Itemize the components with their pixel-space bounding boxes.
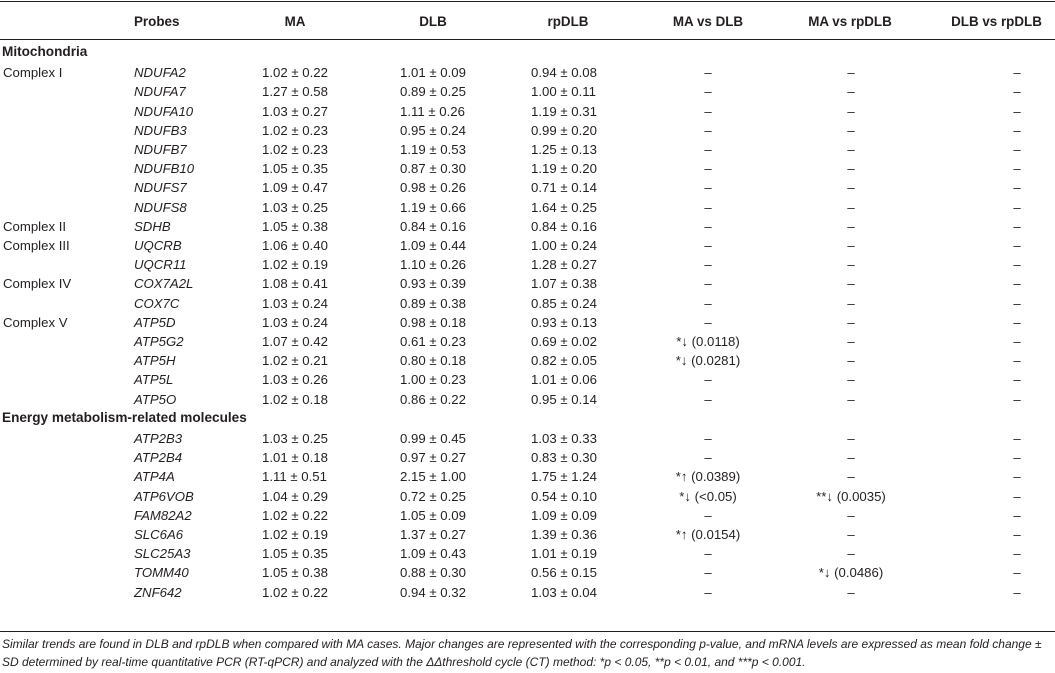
probe-name: ATP4A [134,469,175,485]
ma-value: 1.03 ± 0.26 [262,372,328,388]
dlb-value: 0.93 ± 0.39 [400,276,466,292]
section-title: Mitochondria [2,44,88,59]
rpdlb-value: 0.71 ± 0.14 [531,180,597,196]
dlb-vs-rpdlb-value: – [1013,431,1021,446]
probe-name: SLC6A6 [134,527,184,542]
ma-vs-rpdlb-value: – [847,372,855,388]
rpdlb-value: 1.00 ± 0.11 [531,84,596,100]
dlb-value: 0.98 ± 0.26 [400,180,466,196]
ma-value: 1.03 ± 0.25 [262,199,328,215]
dlb-value: 1.11 ± 0.26 [400,103,465,119]
dlb-vs-rpdlb-value: – [1013,353,1021,369]
dlb-vs-rpdlb-value: – [1013,546,1021,562]
probe-name: ATP5D [134,314,176,330]
ma-vs-dlb-value: – [704,180,712,196]
ma-vs-rpdlb-value: – [847,65,855,81]
ma-vs-rpdlb-value: – [847,334,855,349]
ma-value: 1.02 ± 0.22 [262,507,328,523]
table-row [0,332,1055,351]
ma-vs-dlb-value: – [704,450,712,466]
ma-value: 1.02 ± 0.18 [262,391,328,407]
ma-vs-rpdlb-value: – [847,276,855,292]
ma-vs-rpdlb-value: – [847,257,855,273]
ma-vs-dlb-value: – [704,431,712,446]
ma-vs-dlb-value: – [704,546,712,562]
ma-vs-dlb-value: *↑ (0.0154) [675,527,741,542]
group-label: Complex III [3,238,70,253]
rpdlb-value: 0.54 ± 0.10 [531,488,597,504]
ma-vs-dlb-value: – [704,314,712,330]
dlb-value: 0.80 ± 0.18 [400,353,466,369]
dlb-value: 1.00 ± 0.23 [400,372,466,388]
probe-name: ATP2B3 [134,431,183,446]
ma-vs-rpdlb-value: – [847,391,855,407]
header-dlb: DLB [419,14,447,29]
table-row [0,274,1055,293]
ma-vs-rpdlb-value: **↓ (0.0035) [816,488,886,504]
ma-vs-rpdlb-value: – [847,469,855,485]
dlb-vs-rpdlb-value: – [1013,161,1021,177]
table-row [0,217,1055,236]
rpdlb-value: 1.03 ± 0.04 [531,584,597,600]
rpdlb-value: 1.75 ± 1.24 [531,469,597,485]
dlb-value: 1.10 ± 0.26 [400,257,466,273]
table-row [0,448,1055,467]
ma-vs-dlb-value: – [704,122,712,138]
dlb-value: 2.15 ± 1.00 [400,469,466,485]
ma-value: 1.03 ± 0.27 [262,103,328,119]
dlb-value: 0.84 ± 0.16 [400,218,466,234]
probe-name: NDUFA7 [134,84,186,100]
section-title: Energy metabolism-related molecules [2,409,247,425]
ma-vs-rpdlb-value: – [847,527,855,542]
dlb-value: 0.72 ± 0.25 [400,488,466,504]
probe-name: SLC25A3 [134,546,191,562]
table-row [0,351,1055,370]
ma-vs-rpdlb-value: – [847,84,855,100]
ma-value: 1.03 ± 0.24 [262,295,328,311]
ma-vs-dlb-value: *↓ (<0.05) [679,488,737,504]
ma-value: 1.11 ± 0.51 [262,469,327,485]
table-row [0,370,1055,389]
header-probes: Probes [134,14,180,29]
ma-vs-rpdlb-value: – [847,199,855,215]
probe-name: TOMM40 [134,565,189,581]
table-row [0,583,1055,602]
ma-vs-rpdlb-value: – [847,161,855,177]
dlb-value: 0.89 ± 0.38 [400,295,466,311]
dlb-vs-rpdlb-value: – [1013,103,1021,119]
ma-vs-rpdlb-value: – [847,353,855,369]
table-row [0,487,1055,506]
ma-vs-dlb-value: – [704,142,712,157]
rpdlb-value: 1.03 ± 0.33 [531,431,597,446]
rpdlb-value: 0.99 ± 0.20 [531,122,597,138]
ma-value: 1.27 ± 0.58 [262,84,328,100]
probe-name: NDUFB7 [134,142,187,157]
ma-value: 1.02 ± 0.23 [262,122,328,138]
dlb-vs-rpdlb-value: – [1013,84,1021,100]
ma-value: 1.02 ± 0.23 [262,142,328,157]
probe-name: UQCRB [134,238,182,253]
dlb-value: 1.09 ± 0.43 [400,546,466,562]
ma-value: 1.05 ± 0.38 [262,565,328,581]
dlb-value: 1.09 ± 0.44 [400,238,466,253]
probe-name: NDUFB3 [134,122,187,138]
rpdlb-value: 1.19 ± 0.20 [531,161,597,177]
dlb-vs-rpdlb-value: – [1013,391,1021,407]
ma-vs-dlb-value: – [704,84,712,100]
header-ma-vs-dlb: MA vs DLB [672,14,744,29]
rpdlb-value: 0.93 ± 0.13 [531,314,597,330]
dlb-value: 0.88 ± 0.30 [400,565,466,581]
table-row [0,255,1055,274]
probe-name: ATP5H [134,353,176,369]
ma-value: 1.05 ± 0.38 [262,218,328,234]
ma-value: 1.07 ± 0.42 [262,334,328,349]
ma-vs-rpdlb-value: – [847,295,855,311]
table-row [0,525,1055,544]
table-row [0,82,1055,101]
ma-vs-rpdlb-value: – [847,314,855,330]
ma-value: 1.06 ± 0.40 [262,238,328,253]
dlb-value: 0.95 ± 0.24 [400,122,466,138]
table-footnote: Similar trends are found in DLB and rpDLB when compared with MA cases. Major changes are represented with the corresponding p-value, and mRNA levels are expressed as mean fold change ± SD determined by real-time quantitative PCR (RT-qPCR) and analyzed with the ΔΔthreshold cycle (CT) method: *p < 0.05, **p < 0.01, and ***p < 0.001. [2,637,1042,669]
dlb-vs-rpdlb-value: – [1013,142,1021,157]
dlb-vs-rpdlb-value: – [1013,507,1021,523]
ma-vs-dlb-value: *↑ (0.0389) [675,469,741,485]
group-label: Complex II [3,218,67,234]
dlb-value: 0.87 ± 0.30 [400,161,466,177]
ma-vs-dlb-value: – [704,372,712,388]
probe-name: NDUFA10 [134,103,194,119]
dlb-vs-rpdlb-value: – [1013,372,1021,388]
dlb-value: 1.05 ± 0.09 [400,507,466,523]
probe-name: ZNF642 [134,584,182,600]
dlb-vs-rpdlb-value: – [1013,238,1021,253]
ma-vs-dlb-value: – [704,161,712,177]
probe-name: NDUFS7 [134,180,187,196]
rpdlb-value: 0.94 ± 0.08 [531,65,597,81]
ma-value: 1.03 ± 0.25 [262,431,328,446]
table-row [0,294,1055,313]
ma-value: 1.05 ± 0.35 [262,161,328,177]
table-row [0,159,1055,178]
ma-value: 1.09 ± 0.47 [262,180,328,196]
table-row [0,313,1055,332]
ma-value: 1.02 ± 0.21 [262,353,328,369]
probe-name: FAM82A2 [134,507,192,523]
rpdlb-value: 1.01 ± 0.19 [531,546,597,562]
header-rule [0,39,1055,40]
rpdlb-value: 1.01 ± 0.06 [531,372,597,388]
dlb-value: 0.61 ± 0.23 [400,334,466,349]
rpdlb-value: 1.39 ± 0.36 [531,527,597,542]
ma-vs-rpdlb-value: – [847,584,855,600]
group-label: Complex V [3,314,68,330]
ma-vs-dlb-value: – [704,103,712,119]
ma-vs-rpdlb-value: – [847,218,855,234]
ma-value: 1.05 ± 0.35 [262,546,328,562]
probe-name: COX7A2L [134,276,194,292]
rpdlb-value: 0.69 ± 0.02 [531,334,597,349]
rpdlb-value: 0.56 ± 0.15 [531,565,597,581]
rpdlb-value: 0.95 ± 0.14 [531,391,597,407]
dlb-value: 1.19 ± 0.66 [400,199,466,215]
ma-vs-dlb-value: – [704,199,712,215]
rpdlb-value: 1.64 ± 0.25 [531,199,597,215]
rpdlb-value: 0.85 ± 0.24 [531,295,597,311]
dlb-value: 1.19 ± 0.53 [400,142,466,157]
probe-name: ATP5G2 [134,334,184,349]
ma-vs-rpdlb-value: – [847,450,855,466]
rpdlb-value: 1.07 ± 0.38 [531,276,597,292]
ma-vs-rpdlb-value: – [847,180,855,196]
ma-value: 1.02 ± 0.22 [262,65,328,81]
probe-name: NDUFS8 [134,199,187,215]
table-row [0,140,1055,159]
table-header-row [0,12,1055,31]
table-bottom-rule [0,631,1055,632]
table-row [0,506,1055,525]
dlb-vs-rpdlb-value: – [1013,122,1021,138]
dlb-vs-rpdlb-value: – [1013,584,1021,600]
ma-value: 1.03 ± 0.24 [262,314,328,330]
ma-vs-dlb-value: – [704,295,712,311]
probe-name: SDHB [134,218,171,234]
header-ma-vs-rpdlb: MA vs rpDLB [808,14,892,29]
probe-name: ATP5O [134,391,177,407]
ma-value: 1.02 ± 0.19 [262,527,328,542]
ma-value: 1.02 ± 0.19 [262,257,328,273]
ma-vs-dlb-value: – [704,507,712,523]
dlb-vs-rpdlb-value: – [1013,218,1021,234]
ma-vs-dlb-value: – [704,218,712,234]
ma-vs-rpdlb-value: – [847,431,855,446]
rpdlb-value: 1.19 ± 0.31 [531,103,597,119]
ma-vs-dlb-value: – [704,238,712,253]
dlb-vs-rpdlb-value: – [1013,488,1021,504]
dlb-vs-rpdlb-value: – [1013,295,1021,311]
ma-value: 1.08 ± 0.41 [262,276,328,292]
table-row [0,467,1055,486]
ma-vs-dlb-value: *↓ (0.0281) [675,353,741,369]
ma-vs-dlb-value: *↓ (0.0118) [676,334,740,349]
ma-vs-dlb-value: – [704,65,712,81]
dlb-value: 0.97 ± 0.27 [400,450,466,466]
table-row [0,563,1055,582]
dlb-value: 1.01 ± 0.09 [400,65,466,81]
table-row [0,390,1055,409]
table-row [0,198,1055,217]
dlb-vs-rpdlb-value: – [1013,257,1021,273]
ma-vs-rpdlb-value: – [847,238,855,253]
probe-name: NDUFA2 [134,65,186,81]
ma-vs-dlb-value: – [704,257,712,273]
table-row [0,236,1055,255]
dlb-value: 0.99 ± 0.45 [400,431,466,446]
table-row [0,178,1055,197]
ma-vs-rpdlb-value: – [847,142,855,157]
table-row [0,63,1055,82]
header-dlb-vs-rpdlb: DLB vs rpDLB [951,14,1042,29]
dlb-value: 0.86 ± 0.22 [400,391,466,407]
probe-name: NDUFB10 [134,161,195,177]
probe-name: COX7C [134,295,180,311]
rpdlb-value: 1.28 ± 0.27 [531,257,597,273]
ma-vs-dlb-value: – [704,391,712,407]
probe-name: UQCR11 [134,257,187,273]
group-label: Complex I [3,65,63,81]
dlb-vs-rpdlb-value: – [1013,469,1021,485]
dlb-vs-rpdlb-value: – [1013,199,1021,215]
dlb-vs-rpdlb-value: – [1013,565,1021,581]
dlb-value: 0.89 ± 0.25 [400,84,466,100]
ma-vs-rpdlb-value: – [847,546,855,562]
rpdlb-value: 1.00 ± 0.24 [531,238,597,253]
probe-name: ATP2B4 [134,450,183,466]
table-top-rule [0,1,1055,2]
ma-vs-rpdlb-value: – [847,122,855,138]
rpdlb-value: 0.83 ± 0.30 [531,450,597,466]
ma-vs-dlb-value: – [704,276,712,292]
dlb-value: 0.98 ± 0.18 [400,314,466,330]
dlb-vs-rpdlb-value: – [1013,65,1021,81]
dlb-vs-rpdlb-value: – [1013,314,1021,330]
group-label: Complex IV [3,276,72,292]
rpdlb-value: 1.09 ± 0.09 [531,507,597,523]
probe-name: ATP5L [134,372,174,388]
rpdlb-value: 1.25 ± 0.13 [531,142,597,157]
dlb-value: 0.94 ± 0.32 [400,584,466,600]
table-row [0,429,1055,448]
ma-vs-dlb-value: – [704,584,712,600]
header-ma: MA [284,14,306,29]
ma-vs-dlb-value: – [704,565,712,581]
ma-value: 1.02 ± 0.22 [262,584,328,600]
dlb-vs-rpdlb-value: – [1013,450,1021,466]
dlb-value: 1.37 ± 0.27 [400,527,466,542]
header-rpdlb: rpDLB [547,14,589,29]
table-row [0,544,1055,563]
dlb-vs-rpdlb-value: – [1013,276,1021,292]
dlb-vs-rpdlb-value: – [1013,527,1021,542]
ma-vs-rpdlb-value: – [847,103,855,119]
dlb-vs-rpdlb-value: – [1013,180,1021,196]
probe-name: ATP6VOB [134,488,194,504]
ma-value: 1.04 ± 0.29 [262,488,328,504]
rpdlb-value: 0.84 ± 0.16 [531,218,597,234]
dlb-vs-rpdlb-value: – [1013,334,1021,349]
table-row [0,102,1055,121]
ma-value: 1.01 ± 0.18 [262,450,328,466]
rpdlb-value: 0.82 ± 0.05 [531,353,597,369]
table-row [0,121,1055,140]
ma-vs-rpdlb-value: *↓ (0.0486) [818,565,884,581]
ma-vs-rpdlb-value: – [847,507,855,523]
